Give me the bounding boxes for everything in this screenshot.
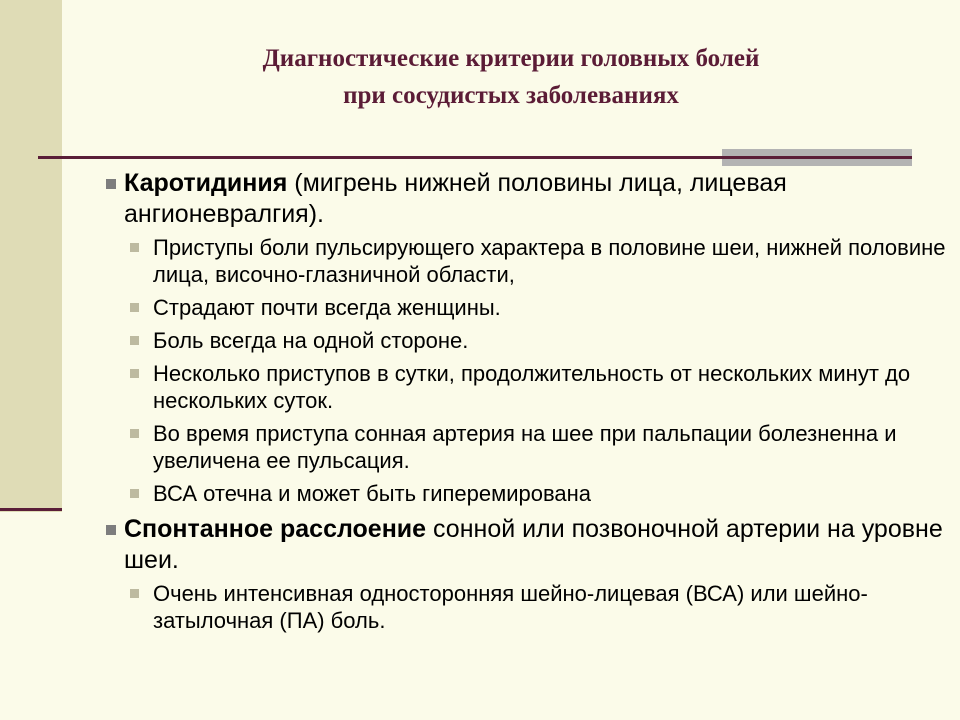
list-item — [100, 234, 960, 288]
list-item-text: Несколько приступов в сутки, продолжительность от нескольких минут до нескольких суток. — [153, 361, 911, 413]
square-bullet-icon — [130, 243, 139, 252]
list-item — [100, 360, 960, 414]
list-item-text: Приступы боли пульсирующего характера в половине шеи, нижней половине лица, височно-глазничной области, — [153, 235, 946, 287]
list-item-text: ВСА отечна и может быть гиперемирована — [153, 481, 592, 506]
section-description: (мигрень нижней половины лица, лицевая ангионевралгия). — [124, 169, 787, 228]
slide-title-line-1: Диагностические критерии головных болей — [262, 45, 760, 72]
square-bullet-icon — [130, 303, 139, 312]
title-divider-accent — [722, 149, 912, 166]
list-item — [100, 294, 960, 321]
square-bullet-icon — [106, 179, 116, 189]
list-item — [100, 327, 960, 354]
list-item-text: Страдают почти всегда женщины. — [153, 295, 501, 320]
section-description: сонной или позвоночной артерии на уровне шеи. — [124, 515, 943, 574]
slide-title-line-2: при сосудистых заболеваниях — [343, 82, 679, 109]
list-item — [100, 580, 960, 634]
slide-title — [62, 40, 960, 114]
section-term: Спонтанное расслоение — [124, 515, 427, 543]
list-item-text: Во время приступа сонная артерия на шее при пальпации болезненна и увеличена ее пульсация. — [153, 421, 897, 473]
list-item-text: Очень интенсивная односторонняя шейно-лицевая (ВСА) или шейно-затылочная (ПА) боль. — [153, 581, 868, 633]
square-bullet-icon — [106, 525, 116, 535]
square-bullet-icon — [130, 489, 139, 498]
section-carotidynia — [100, 168, 960, 230]
list-item-text: Боль всегда на одной стороне. — [153, 328, 469, 353]
section-term: Каротидиния — [124, 169, 288, 197]
square-bullet-icon — [130, 589, 139, 598]
square-bullet-icon — [130, 369, 139, 378]
list-item — [100, 480, 960, 507]
left-decor-line — [0, 508, 62, 511]
square-bullet-icon — [130, 336, 139, 345]
square-bullet-icon — [130, 429, 139, 438]
section-spontaneous-dissection — [100, 514, 960, 576]
left-decor-band — [0, 0, 62, 512]
slide-body — [100, 168, 960, 634]
list-item — [100, 420, 960, 474]
